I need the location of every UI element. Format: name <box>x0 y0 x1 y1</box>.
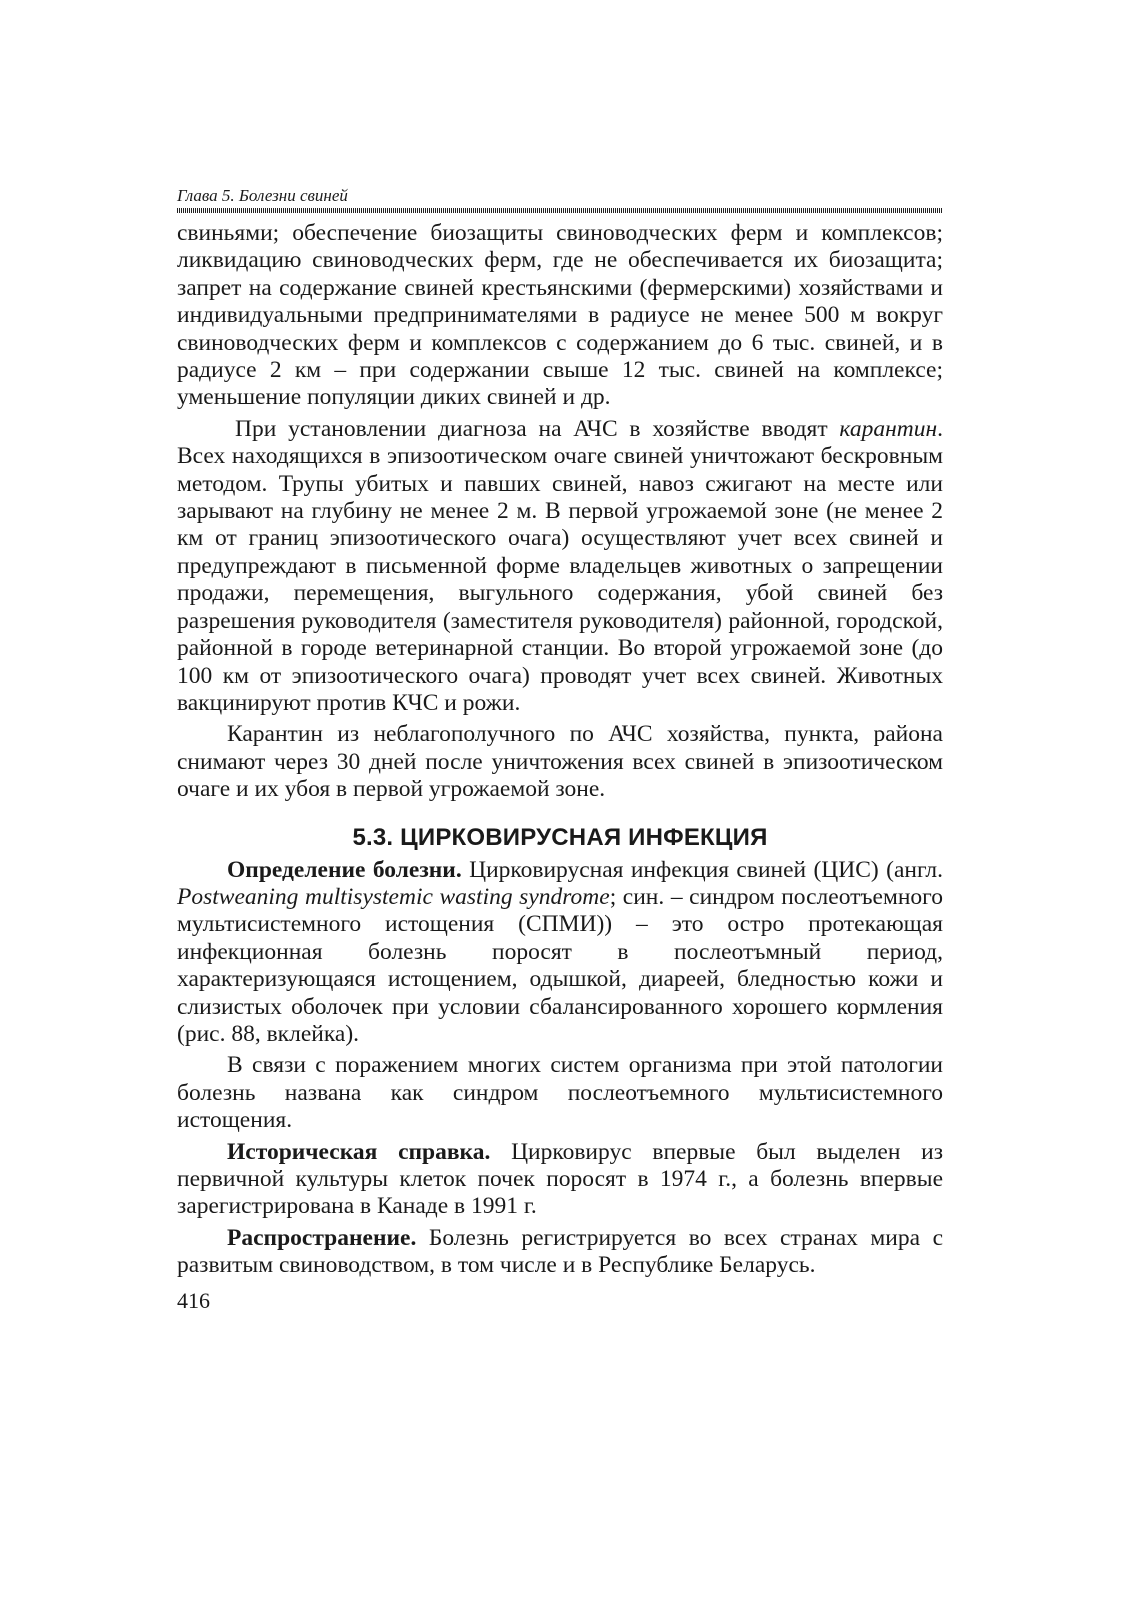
running-head: Глава 5. Болезни свиней <box>177 186 348 205</box>
paragraph-quarantine-lifting: Карантин из неблагополучного по АЧС хозяйства, пункта, района снимают через 30 дней после уничтожения всех свиней в эпизоотическом очаге и их убоя в первой угрожаемой зоне. <box>177 721 943 803</box>
book-page <box>177 186 943 1314</box>
paragraph-quarantine-measures <box>177 416 943 717</box>
paragraph-text: Цирковирус впервые был выделен из первичной культуры клеток почек поросят в 1974 г., а болезнь впервые зарегистрирована в Канаде в 1991 г. <box>177 1138 943 1220</box>
italic-term: карантин <box>839 415 938 442</box>
english-term: Postweaning multisystemic wasting syndrome <box>177 883 610 910</box>
history-lead: Историческая справка. <box>227 1138 491 1165</box>
paragraph-connection: В связи с поражением многих систем организма при этой патологии болезнь названа как синдром послеотъемного мультисистемного истощения. <box>177 1052 943 1134</box>
paragraph-text: Цирковирусная инфекция свиней (ЦИС) (англ. <box>461 856 943 883</box>
paragraph-text: ; син. – синдром послеотъемного мультисистемного истощения (СПМИ)) – это остро протекающая инфекционная болезнь поросят в послеотъмный период, характеризующаяся истощением, одышкой, диареей, бледностью кожи и слизистых оболочек при условии сбалансированного хорошего кормления (рис. 88, вклейка). <box>177 883 943 1047</box>
section-heading: 5.3. ЦИРКОВИРУСНАЯ ИНФЕКЦИЯ <box>352 823 768 851</box>
paragraph-definition <box>177 857 943 1049</box>
paragraph-text: При установлении диагноза на АЧС в хозяйстве вводят <box>235 415 840 442</box>
paragraph-biosecurity: свиньями; обеспечение биозащиты свиноводческих ферм и комплексов; ликвидацию свиноводческих ферм, где не обеспечивается их биозащита; запрет на содержание свиней крестьянскими (фермерскими) хозяйствами и индивидуальными предпринимателями в радиусе не менее 500 м вокруг свиноводческих ферм и комплексов с содержанием до 6 тыс. свиней, и в радиусе 2 км – при содержании свыше 12 тыс. свиней на комплексе; уменьшение популяции диких свиней и др. <box>177 220 943 411</box>
paragraph-text: . Всех находящихся в эпизоотическом очаге свиней уничтожают бескровным методом. Трупы убитых и павших свиней, навоз сжигают на месте или зарывают на глубину не менее 2 м. В первой угрожаемой зоне (не менее 2 км от границ эпизоотического очага) осуществляют учет всех свиней и предупреждают в письменной форме владельцев животных о запрещении продажи, перемещения, выгульного содержания, убой свиней без разрешения руководителя (заместителя руководителя) районной, городской, районной в городе ветеринарной станции. Во второй угрожаемой зоне (до 100 км от эпизоотического очага) проводят учет всех свиней. Животных вакцинируют против КЧС и рожи. <box>177 415 943 716</box>
header-rule <box>177 208 943 213</box>
paragraph-history <box>177 1139 943 1221</box>
page-number: 416 <box>177 1287 210 1313</box>
definition-lead: Определение болезни. <box>227 856 462 883</box>
paragraph-text: Болезнь регистрируется во всех странах мира с развитым свиноводством, в том числе и в Республике Беларусь. <box>177 1224 943 1279</box>
paragraph-spread <box>177 1225 943 1280</box>
spread-lead: Распространение. <box>227 1224 417 1251</box>
